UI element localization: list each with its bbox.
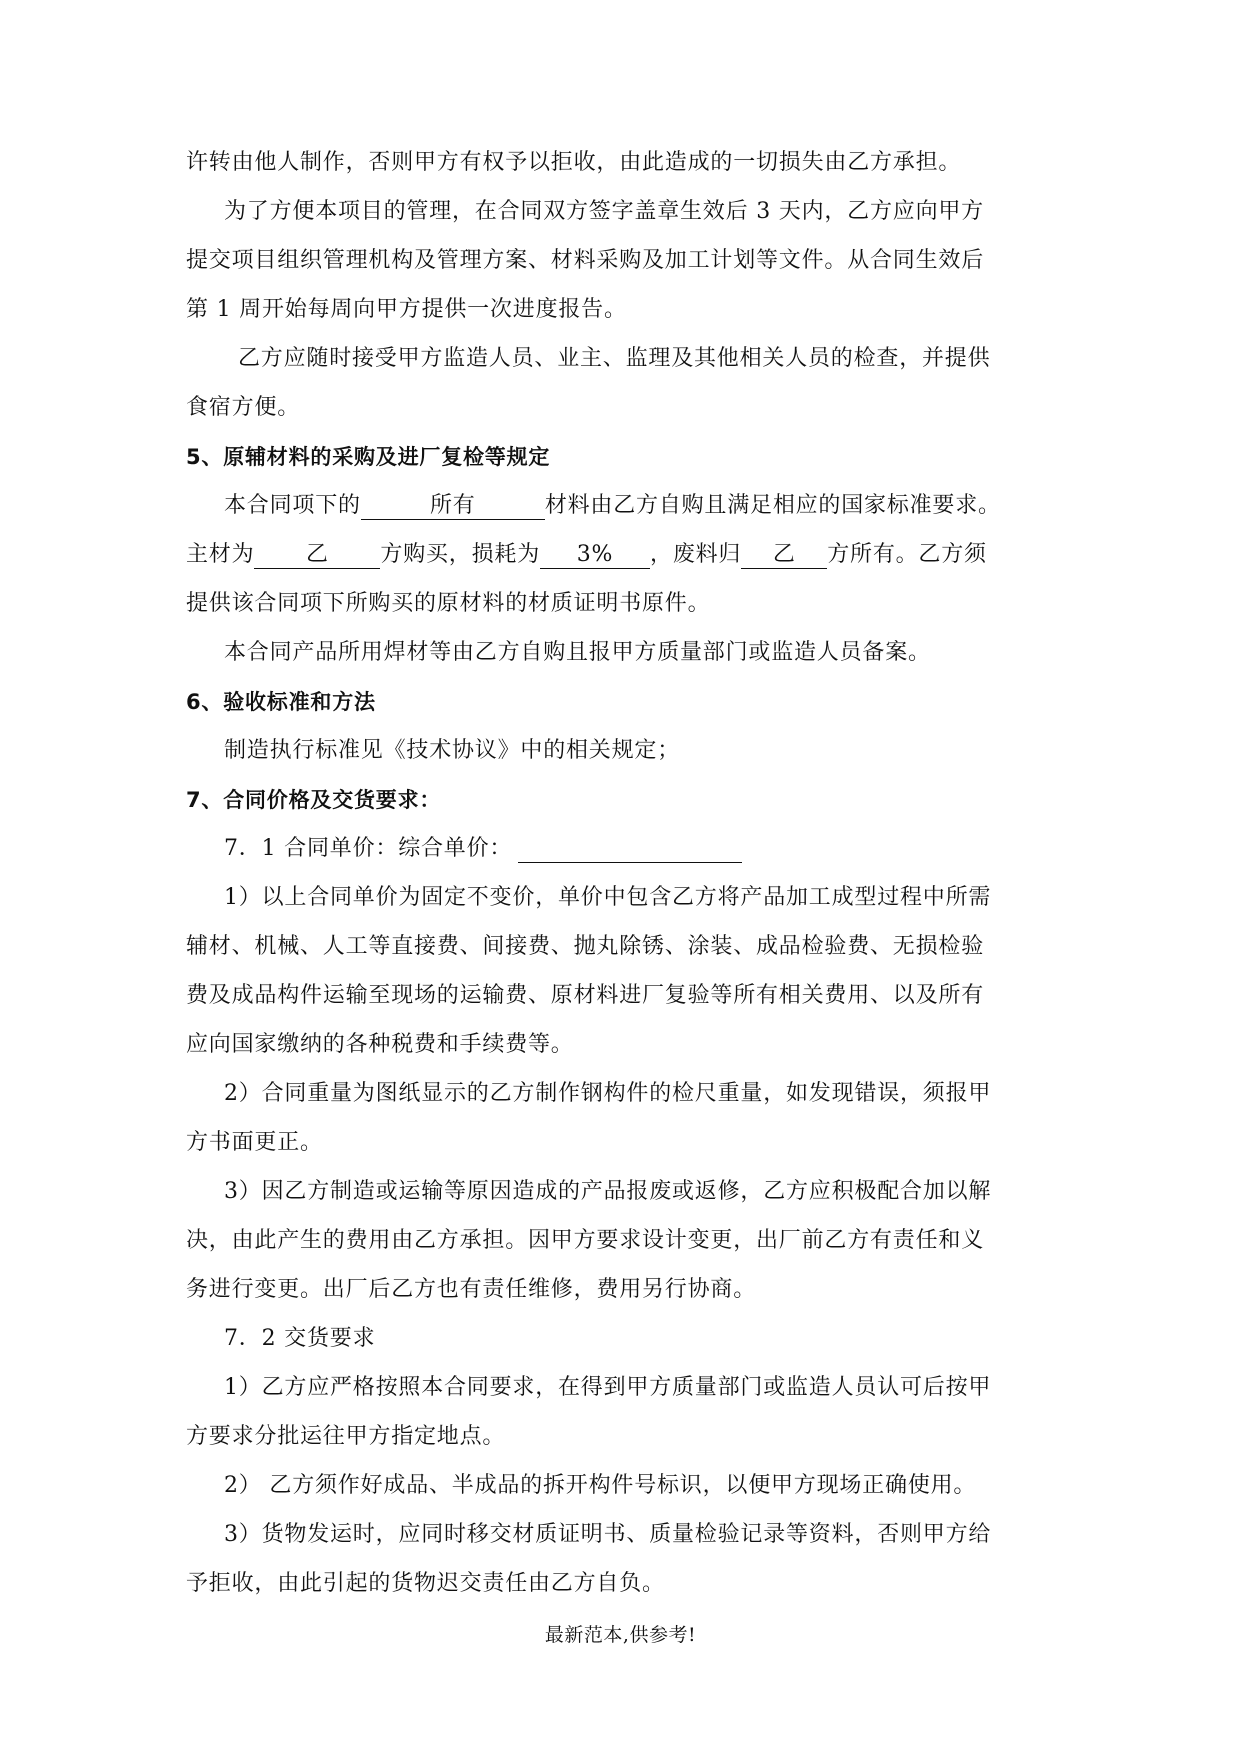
paragraph-line: 决，由此产生的费用由乙方承担。因甲方要求设计变更，出厂前乙方有责任和义	[186, 1228, 985, 1253]
paragraph-line: 制造执行标准见《技术协议》中的相关规定；	[224, 738, 681, 763]
empty-blank	[518, 836, 742, 863]
filled-blank: 3%	[540, 542, 650, 569]
paragraph-line: 2） 乙方须作好成品、半成品的拆开构件号标识，以便甲方现场正确使用。	[224, 1473, 977, 1498]
paragraph-line: 食宿方便。	[186, 395, 301, 420]
paragraph-line: 本合同产品所用焊材等由乙方自购且报甲方质量部门或监造人员备案。	[224, 640, 931, 665]
paragraph-line: 方要求分批运往甲方指定地点。	[186, 1424, 506, 1449]
section-heading-7: 7、合同价格及交货要求：	[186, 788, 442, 812]
text-span: 方所有。乙方须	[827, 542, 987, 567]
section-heading-5: 5、原辅材料的采购及进厂复检等规定	[186, 445, 551, 469]
paragraph-line: 方书面更正。	[186, 1130, 323, 1155]
paragraph-line: 费及成品构件运输至现场的运输费、原材料进厂复验等所有相关费用、以及所有	[186, 983, 985, 1008]
paragraph-line: 应向国家缴纳的各种税费和手续费等。	[186, 1032, 574, 1057]
paragraph-line: 辅材、机械、人工等直接费、间接费、抛丸除锈、涂装、成品检验费、无损检验	[186, 934, 985, 959]
paragraph-line: 予拒收，由此引起的货物迟交责任由乙方自负。	[186, 1571, 665, 1596]
paragraph-line: 许转由他人制作，否则甲方有权予以拒收，由此造成的一切损失由乙方承担。	[186, 150, 962, 175]
filled-blank: 乙	[254, 542, 380, 569]
text-span: ，废料归	[650, 542, 742, 567]
paragraph-line: 1）乙方应严格按照本合同要求，在得到甲方质量部门或监造人员认可后按甲	[224, 1375, 992, 1400]
paragraph-line: 提供该合同项下所购买的原材料的材质证明书原件。	[186, 591, 711, 616]
paragraph-line: 3）货物发运时，应同时移交材质证明书、质量检验记录等资料，否则甲方给	[224, 1522, 992, 1547]
text-span: 主材为	[186, 542, 255, 567]
paragraph-line: 乙方应随时接受甲方监造人员、业主、监理及其他相关人员的检查，并提供	[238, 346, 991, 371]
paragraph-line: 3）因乙方制造或运输等原因造成的产品报废或返修，乙方应积极配合加以解	[224, 1179, 992, 1204]
text-span: 本合同项下的	[224, 493, 361, 518]
paragraph-line: 7．2 交货要求	[224, 1326, 376, 1351]
text-span: 7．1 合同单价：综合单价：	[224, 836, 513, 861]
paragraph-line: 2）合同重量为图纸显示的乙方制作钢构件的检尺重量，如发现错误，须报甲	[224, 1081, 992, 1106]
paragraph-line: 1）以上合同单价为固定不变价，单价中包含乙方将产品加工成型过程中所需	[224, 885, 992, 910]
paragraph-line: 为了方便本项目的管理，在合同双方签字盖章生效后 3 天内，乙方应向甲方	[224, 199, 984, 224]
filled-blank: 所有	[361, 493, 545, 520]
text-span: 材料由乙方自购且满足相应的国家标准要求。	[544, 493, 1001, 518]
paragraph-line: 提交项目组织管理机构及管理方案、材料采购及加工计划等文件。从合同生效后	[186, 248, 985, 273]
text-span: 方购买，损耗为	[380, 542, 541, 567]
section-heading-6: 6、验收标准和方法	[186, 690, 376, 714]
page-footer: 最新范本,供参考!	[544, 1624, 697, 1646]
paragraph-line-with-blank	[224, 491, 1094, 521]
paragraph-line-with-blanks	[186, 540, 1056, 570]
paragraph-line-with-blank	[224, 834, 1094, 864]
filled-blank: 乙	[741, 542, 827, 569]
paragraph-line: 务进行变更。出厂后乙方也有责任维修，费用另行协商。	[186, 1277, 757, 1302]
paragraph-line: 第 1 周开始每周向甲方提供一次进度报告。	[186, 297, 627, 322]
